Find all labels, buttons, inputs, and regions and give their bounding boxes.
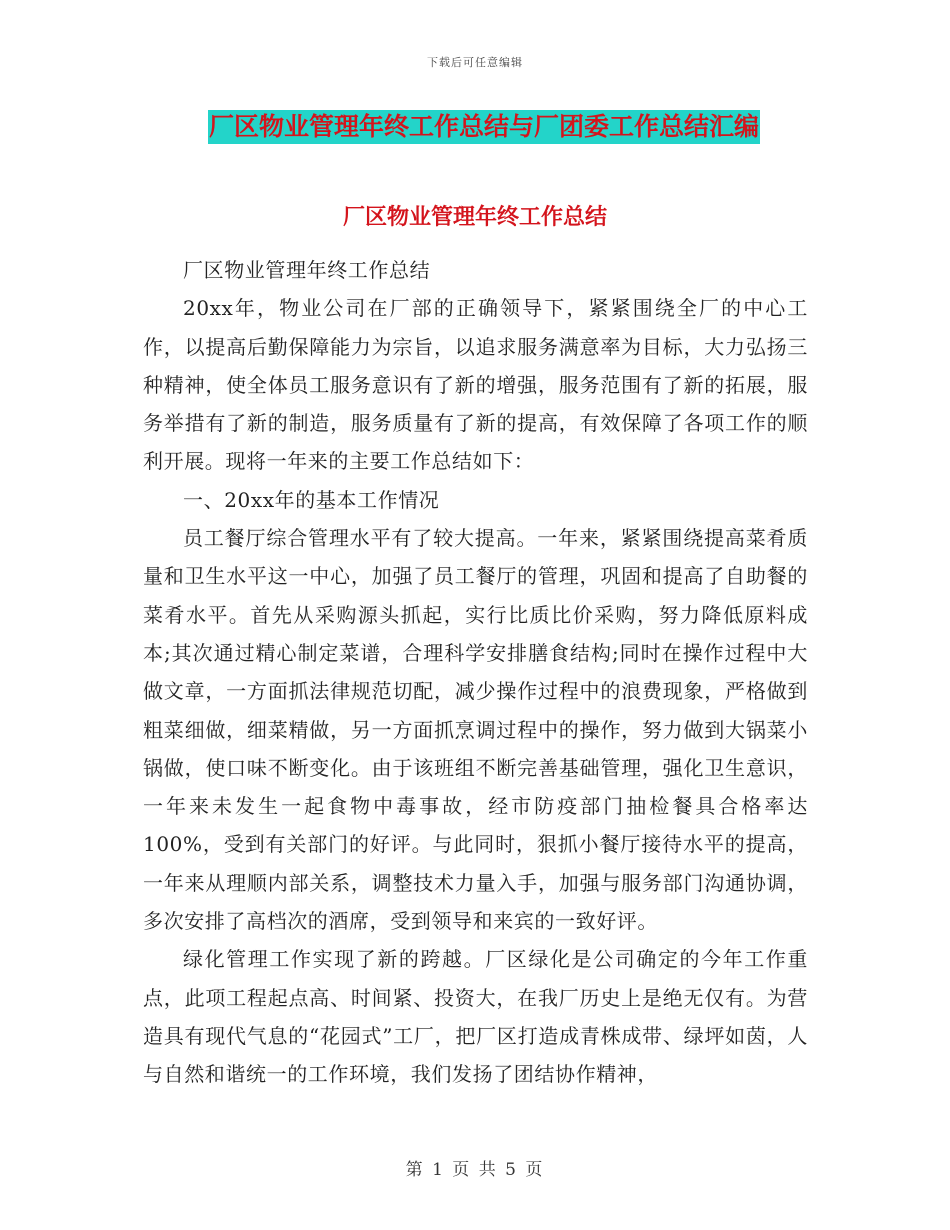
section-title: 厂区物业管理年终工作总结 <box>342 205 607 230</box>
paragraph: 厂区物业管理年终工作总结 <box>183 258 431 282</box>
paragraph: 一、20xx年的基本工作情况 <box>183 487 440 512</box>
paragraph: 20xx年，物业公司在厂部的正确领导下，紧紧围绕全厂的中心工作，以提高后勤保障能力为宗旨，以追求服务满意率为目标，大力弘扬三种精神，使全体员工服务意识有了新的增强，服务范围有了新的拓展，服务举措有了新的制造，服务质量有了新的提高，有效保障了各项工作的顺利开展。现将一年来的主要工作总结如下： <box>143 296 808 474</box>
document-body <box>143 251 808 1094</box>
header-note: 下载后可任意编辑 <box>427 56 523 69</box>
page-number-footer: 第 1 页 共 5 页 <box>405 1160 545 1180</box>
paragraph: 员工餐厅综合管理水平有了较大提高。一年来，紧紧围绕提高菜肴质量和卫生水平这一中心，加强了员工餐厅的管理，巩固和提高了自助餐的菜肴水平。首先从采购源头抓起，实行比质比价采购，努力降低原料成本;其次通过精心制定菜谱，合理科学安排膳食结构;同时在操作过程中大做文章，一方面抓法律规范切配，减少操作过程中的浪费现象，严格做到粗菜细做，细菜精做，另一方面抓烹调过程中的操作，努力做到大锅菜小锅做，使口味不断变化。由于该班组不断完善基础管理，强化卫生意识，一年来未发生一起食物中毒事故，经市防疫部门抽检餐具合格率达100%，受到有关部门的好评。与此同时，狠抓小餐厅接待水平的提高，一年来从理顺内部关系，调整技术力量入手，加强与服务部门沟通协调，多次安排了高档次的酒席，受到领导和来宾的一致好评。 <box>143 526 808 934</box>
paragraph: 绿化管理工作实现了新的跨越。厂区绿化是公司确定的今年工作重点，此项工程起点高、时间紧、投资大，在我厂历史上是绝无仅有。为营造具有现代气息的“花园式”工厂，把厂区打造成青株成带、绿坪如茵，人与自然和谐统一的工作环境，我们发扬了团结协作精神， <box>143 947 808 1087</box>
document-main-title: 厂区物业管理年终工作总结与厂团委工作总结汇编 <box>208 110 760 144</box>
